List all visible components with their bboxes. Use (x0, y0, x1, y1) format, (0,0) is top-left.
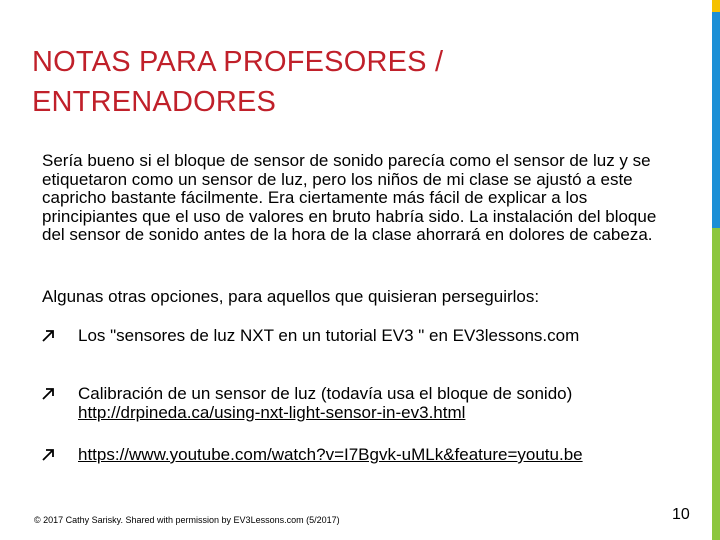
bullet-text: Calibración de un sensor de luz (todavía usa el bloque de sonido) (78, 384, 573, 403)
slide-title: NOTAS PARA PROFESORES / ENTRENADORES (32, 46, 444, 118)
youtube-link[interactable]: https://www.youtube.com/watch?v=I7Bgvk-uMLk&feature=youtu.be (78, 445, 583, 464)
arrow-icon (42, 387, 55, 400)
notes-paragraph: Sería bueno si el bloque de sensor de sonido parecía como el sensor de luz y se etiquetaron como un sensor de luz, pero los niños de mi clase se ajustó a este capricho bastante fácilmente. Era ciertamente más fácil de explicar a los principiantes que el uso de valores en bruto habría sido. La instalación del bloque del sensor de sonido antes de la hora de la clase ahorrará en dolores de cabeza. (42, 151, 657, 244)
drpineda-link[interactable]: http://drpineda.ca/using-nxt-light-sensor-in-ev3.html (78, 403, 466, 422)
accent-bar-green (712, 228, 720, 540)
page-number: 10 (672, 506, 690, 523)
bullet-text: Los "sensores de luz NXT en un tutorial EV3 " en EV3lessons.com (78, 326, 580, 345)
footer-credit: © 2017 Cathy Sarisky. Shared with permission by EV3Lessons.com (5/2017) (34, 515, 340, 525)
arrow-icon (42, 329, 55, 342)
bullet-content (78, 384, 688, 422)
options-intro: Algunas otras opciones, para aquellos que quisieran perseguirlos: (42, 287, 540, 306)
accent-bar-yellow (712, 0, 720, 12)
accent-bar-blue (712, 12, 720, 228)
arrow-icon (42, 448, 55, 461)
bullet-content (78, 445, 688, 464)
